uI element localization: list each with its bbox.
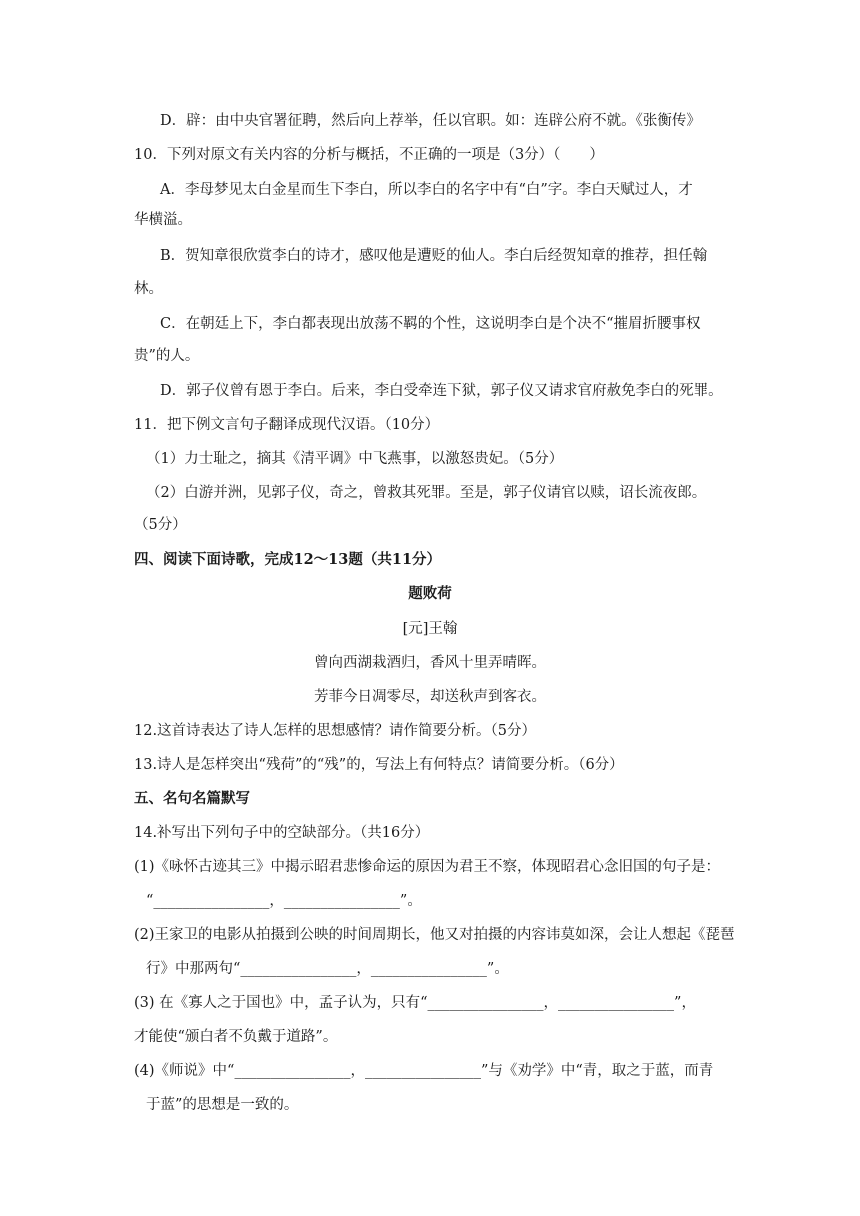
q10-option-c: C．在朝廷上下，李白都表现出放荡不羁的个性，这说明李白是个决不“摧眉折腰事权 bbox=[160, 316, 701, 332]
section-five-heading: 五、名句名篇默写 bbox=[134, 790, 250, 807]
poem-title: 题败荷 bbox=[408, 585, 452, 602]
section-four-heading: 四、阅读下面诗歌，完成12～13题（共11分） bbox=[134, 551, 442, 568]
q10-option-a-continued: 华横溢。 bbox=[134, 212, 192, 228]
poem-author: [元]王翰 bbox=[402, 621, 458, 637]
q10-option-d: D．郭子仪曾有恩于李白。后来，李白受牵连下狱，郭子仪又请求官府赦免李白的死罪。 bbox=[160, 383, 723, 399]
poem-line-1: 曾向西湖栽酒归，香风十里弄晴晖。 bbox=[314, 655, 546, 671]
q14-item-2-blanks: 行》中那两句“________________，________________”。 bbox=[146, 961, 509, 977]
q10-option-c-continued: 贵”的人。 bbox=[134, 348, 200, 364]
q14-item-2: (2)王家卫的电影从拍摄到公映的时间周期长，他又对拍摄的内容讳莫如深，会让人想起《琵琶 bbox=[134, 927, 735, 943]
q11-item-2-score: （5分） bbox=[134, 517, 187, 533]
question-10: 10．下列对原文有关内容的分析与概括，不正确的一项是（3分）（ ） bbox=[134, 147, 604, 163]
question-14: 14.补写出下列句子中的空缺部分。（共16分） bbox=[134, 825, 430, 841]
option-d-definition: D．辟：由中央官署征聘，然后向上荐举，任以官职。如：连辟公府不就。《张衡传》 bbox=[160, 113, 701, 129]
question-12: 12.这首诗表达了诗人怎样的思想感情？请作简要分析。（5分） bbox=[134, 723, 537, 739]
q10-option-b: B．贺知章很欣赏李白的诗才，感叹他是遭贬的仙人。李白后经贺知章的推荐，担任翰 bbox=[160, 248, 708, 264]
q14-item-3-continued: 才能使“颁白者不负戴于道路”。 bbox=[134, 1029, 338, 1045]
q14-item-4: (4)《师说》中“________________，________________”与《劝学》中“青，取之于蓝，而青 bbox=[134, 1063, 714, 1079]
question-13: 13.诗人是怎样突出“残荷”的“残”的，写法上有何特点？请简要分析。（6分） bbox=[134, 757, 624, 773]
q14-item-1-blanks: “________________，________________”。 bbox=[146, 893, 422, 909]
q11-item-2: （2）白游并洲，见郭子仪，奇之，曾救其死罪。至是，郭子仪请官以赎，诏长流夜郎。 bbox=[146, 485, 707, 501]
q10-option-a: A．李母梦见太白金星而生下李白，所以李白的名字中有“白”字。李白天赋过人，才 bbox=[160, 182, 693, 198]
q14-item-3: (3) 在《寡人之于国也》中，孟子认为，只有“________________，________________”， bbox=[134, 995, 696, 1011]
poem-line-2: 芳菲今日凋零尽，却送秋声到客衣。 bbox=[314, 689, 546, 705]
q11-item-1: （1）力士耻之，摘其《清平调》中飞燕事，以激怒贵妃。（5分） bbox=[146, 451, 564, 467]
question-11: 11．把下例文言句子翻译成现代汉语。（10分） bbox=[134, 417, 440, 433]
q14-item-1: (1)《咏怀古迹其三》中揭示昭君悲惨命运的原因为君王不察，体现昭君心念旧国的句子是： bbox=[134, 859, 721, 875]
q10-option-b-continued: 林。 bbox=[134, 281, 163, 297]
q14-item-4-continued: 于蓝”的思想是一致的。 bbox=[146, 1097, 299, 1113]
